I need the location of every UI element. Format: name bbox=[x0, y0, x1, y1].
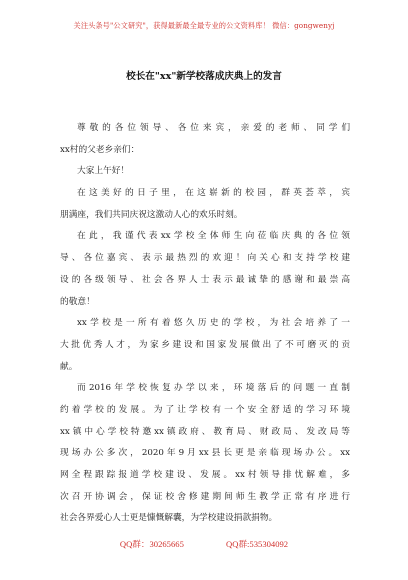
body-line: xx镇中心学校特邀xx镇政府、教育局、财政局、发改局等 bbox=[60, 426, 350, 437]
document-body bbox=[60, 118, 350, 530]
body-line: 的敬意！ bbox=[60, 296, 95, 307]
body-line: 献。 bbox=[60, 361, 78, 372]
footer-contact bbox=[0, 538, 408, 550]
body-line: 现场办公多次，2020年9月xx县长更是亲临现场办公。xx bbox=[60, 448, 350, 459]
body-line: 社会各界爱心人士更是慷慨解囊，为学校建设捐款捐物。 bbox=[60, 513, 278, 524]
footer-qq-group-1: QQ群：30265665 bbox=[119, 539, 184, 549]
body-line: 设的各级领导、社会各界人士表示最诚挚的感谢和最崇高 bbox=[60, 274, 350, 285]
body-line: 在此，我谨代表xx学校全体师生向莅临庆典的各位领 bbox=[77, 231, 350, 242]
body-line: 导、各位嘉宾、表示最热烈的欢迎！向关心和支持学校建 bbox=[60, 253, 350, 264]
document-title: 校长在"xx"新学校落成庆典上的发言 bbox=[126, 71, 282, 82]
body-line: 大批优秀人才，为家乡建设和国家发展做出了不可磨灭的贡 bbox=[60, 339, 350, 350]
header-promo-note: 关注头条号"公文研究"，获得最新最全最专业的公文资料库！ 微信：gongwenyj bbox=[73, 21, 335, 30]
body-line: xx学校是一所有着悠久历史的学校，为社会培养了一 bbox=[77, 318, 350, 329]
body-line: 大家上午好！ bbox=[77, 166, 130, 177]
body-line: 尊敬的各位领导、各位来宾，亲爱的老师、同学们 bbox=[77, 123, 350, 133]
body-line: 次召开协调会，保证校舍修建期间师生教学正常有序进行 bbox=[60, 491, 350, 502]
body-line: 网全程跟踪报道学校建设、发展。xx村领导排忧解难，多 bbox=[60, 470, 350, 480]
body-line: 约着学校的发展。为了让学校有一个安全舒适的学习环境 bbox=[60, 404, 350, 415]
body-line: xx村的父老乡亲们： bbox=[60, 144, 140, 155]
footer-qq-group-2: QQ群:535304092 bbox=[226, 539, 289, 549]
body-line: 在这美好的日子里，在这崭新的校园，群英荟萃，宾 bbox=[77, 188, 350, 199]
body-line: 朋满座，我们共同庆祝这激动人心的欢乐时刻。 bbox=[60, 209, 243, 220]
body-line: 而2016年学校恢复办学以来，环境落后的问题一直制 bbox=[77, 383, 350, 394]
